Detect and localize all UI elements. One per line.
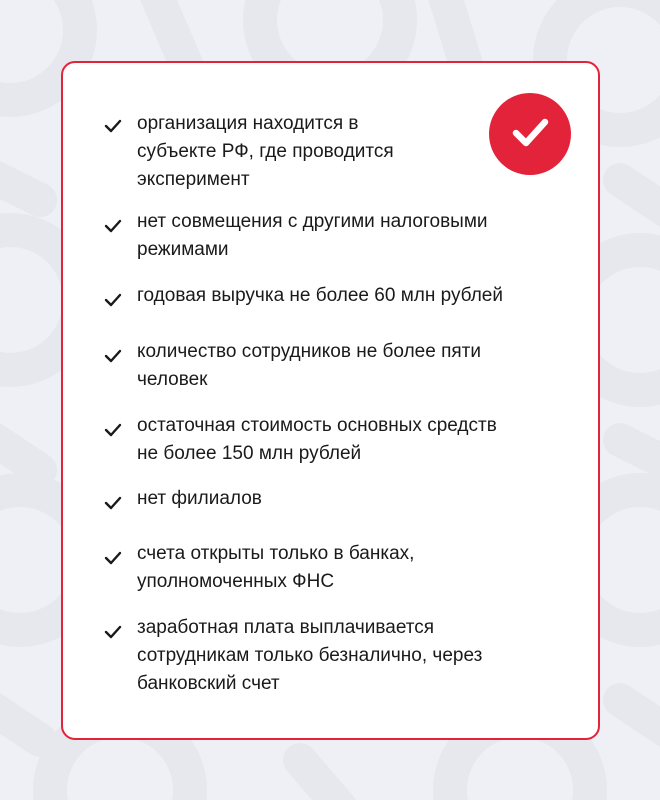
conditions-card bbox=[61, 61, 600, 740]
list-item-line: годовая выручка не более 60 млн рублей bbox=[137, 285, 503, 306]
list-item-line: количество сотрудников не более пяти bbox=[137, 341, 481, 362]
list-item-line: нет совмещения с другими налоговыми bbox=[137, 211, 488, 232]
list-item-line: субъекте РФ, где проводится bbox=[137, 141, 394, 162]
list-item-line: режимами bbox=[137, 239, 229, 260]
list-item-line: не более 150 млн рублей bbox=[137, 443, 362, 464]
list-item-line: уполномоченных ФНС bbox=[137, 571, 335, 592]
check-icon bbox=[103, 292, 123, 308]
list-item-line: нет филиалов bbox=[137, 488, 262, 509]
list-item-line: остаточная стоимость основных средств bbox=[137, 415, 497, 436]
check-icon bbox=[103, 348, 123, 364]
list-item-line: эксперимент bbox=[137, 169, 250, 190]
list-item-line: счета открыты только в банках, bbox=[137, 543, 415, 564]
list-item-text bbox=[137, 282, 577, 310]
list-item-line: организация находится в bbox=[137, 113, 359, 134]
list-item-text bbox=[137, 338, 577, 394]
check-icon bbox=[103, 624, 123, 640]
list-item-line: сотрудникам только безналично, через bbox=[137, 645, 483, 666]
list-item-text bbox=[137, 485, 557, 513]
list-item-text bbox=[137, 540, 557, 596]
check-icon bbox=[103, 495, 123, 511]
list-item-text bbox=[137, 614, 557, 698]
list-item-line: заработная плата выплачивается bbox=[137, 617, 435, 638]
check-icon bbox=[103, 550, 123, 566]
check-icon bbox=[103, 118, 123, 134]
check-icon bbox=[103, 422, 123, 438]
list-item-text bbox=[137, 208, 577, 264]
list-item-text bbox=[137, 412, 577, 468]
list-item-line: банковский счет bbox=[137, 673, 280, 694]
list-item-text bbox=[137, 110, 557, 194]
check-icon bbox=[103, 218, 123, 234]
list-item-line: человек bbox=[137, 369, 208, 390]
